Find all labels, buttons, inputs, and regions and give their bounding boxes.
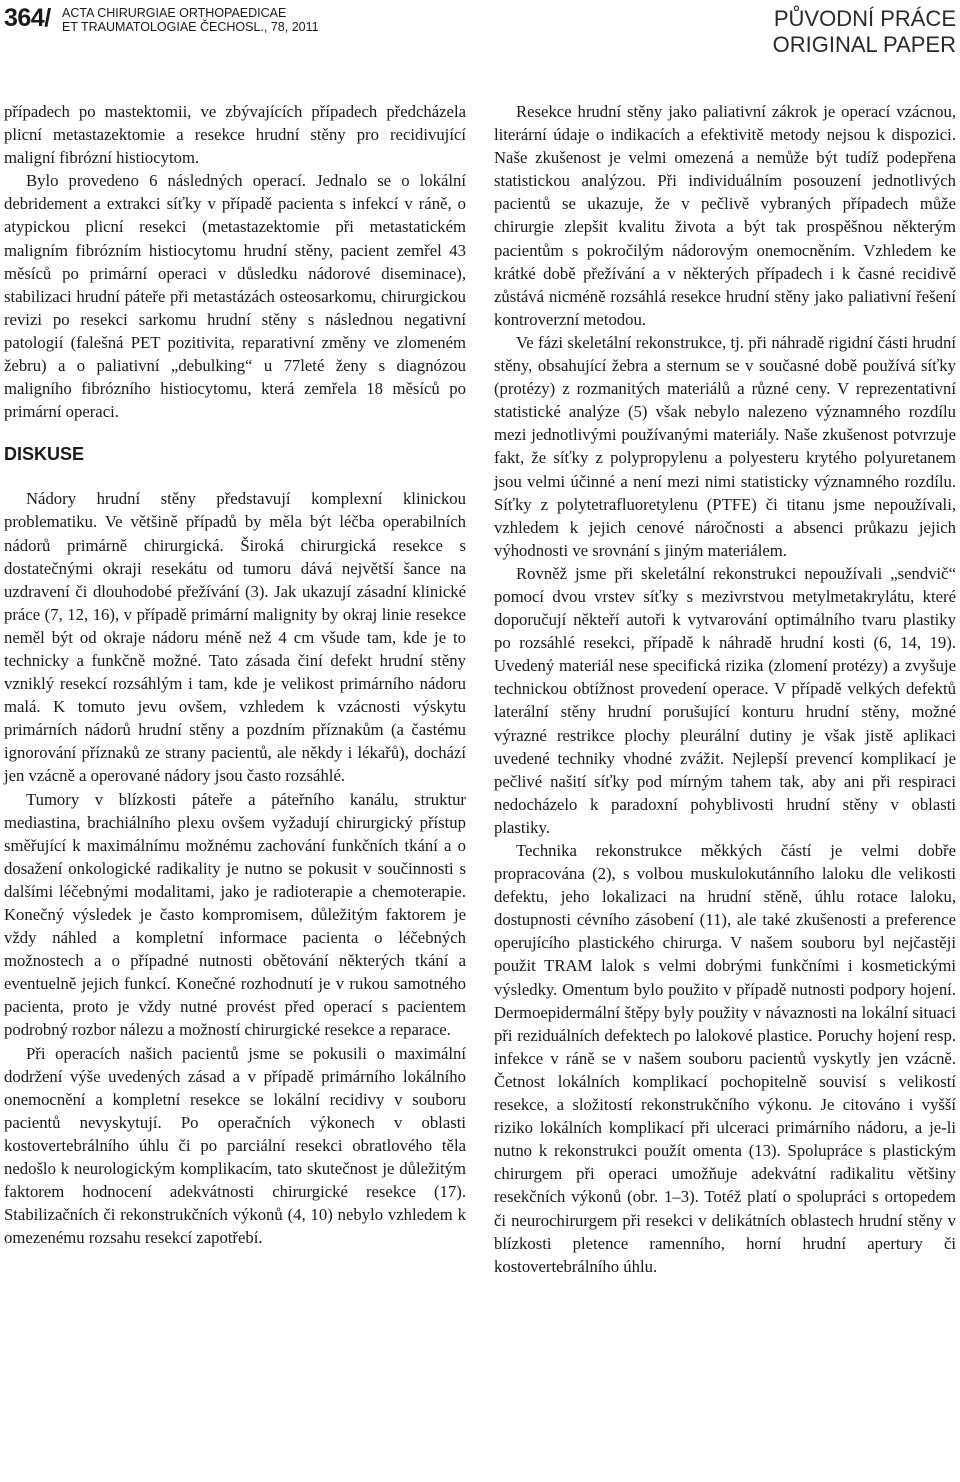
- right-column: [494, 100, 956, 1278]
- section-heading-diskuse: DISKUSE: [4, 444, 85, 465]
- journal-title: [62, 6, 319, 34]
- left-paragraph-5: Při operacích našich pacientů jsme se pokusili o maximální dodržení výše uvedených zásad a v případě primárního lokálního onemocnění a kompletní resekce se lokální recidivy v souboru pacientů nevyskytují. Po operačních výkonech v oblasti kostovertebrálního úhlu či po parciální resekci obratlového těla nedošlo k neurologickým komplikacím, tato skutečnost je důležitým faktorem hodnocení adekvátnosti chirurgické resekce (17). Stabilizačních či rekonstrukčních výkonů (4, 10) nebylo vzhledem k omezenému rozsahu resekcí zapotřebí.: [4, 1043, 466, 1248]
- article-type-english: ORIGINAL PAPER: [772, 32, 956, 57]
- journal-title-line-2: ET TRAUMATOLOGIAE ČECHOSL., 78, 2011: [62, 20, 319, 34]
- page-header: [0, 0, 960, 70]
- right-paragraph-4: Technika rekonstrukce měkkých částí je velmi dobře propracována (2), s volbou muskulokutánního laloku dle velikosti defektu, jeho lokalizaci na hrudní stěně, úhlu rotace laloku, dostupnosti cévního zásobení (11), ale také zkušenosti a preference operujícího plastického chirurga. V našem souboru byl nejčastěji použit TRAM lalok s velmi dobrými funkčními i kosmetickými výsledky. Omentum bylo použito v případě nutnosti podpory hojení. Dermoepidermální štěpy byly použity v návaznosti na lokální situaci při reziduálních defektech po lalokové plastice. Poruchy hojení resp. infekce v ráně se v našem souboru pacientů vyskytly jen vzácně. Četnost lokálních komplikací pochopitelně souvisí s velikostí resekce, a složitostí rekonstrukčního výkonu. Je citováno i vyšší riziko lokálních komplikací při ulceraci primárního nádoru, a je-li nutno k rekonstrukci použít omenta (13). Spolupráce s plastickým chirurgem při operaci umožňuje adekvátní radikalitu většiny resekčních výkonů (obr. 1–3). Totéž platí o spolupráci s ortopedem či neurochirurgem při resekci v delikátních oblastech hrudní stěny v blízkosti pletence ramenního, horní hrudní apertury či kostovertebrálního úhlu.: [494, 841, 956, 1276]
- right-paragraph-1: Resekce hrudní stěny jako paliativní zákrok je operací vzácnou, literární údaje o indikacích a efektivitě metody nejsou k dispozici. Naše zkušenost je velmi omezená a nemůže být tudíž podepřena statistickou analýzou. Při individuálním posouzení jednotlivých pacientů se ukazuje, že v pečlivě vybraných případech může chirurgie zlepšit kvalitu života a být tak prospěšnou některým pacientům s pokročilým nádorovým onemocněním. Vzhledem ke krátké době přežívání a v některých případech i k časné recidivě zůstává nicméně rozsáhlá resekce hrudní stěny jako paliativní řešení kontroverzní metodou.: [494, 102, 956, 329]
- page-number: 364/: [4, 4, 51, 32]
- left-paragraph-1: případech po mastektomii, ve zbývajících případech předcházela plicní metastazektomie a resekce hrudní stěny pro recidivující maligní fibrózní histiocytom.: [4, 102, 466, 168]
- left-paragraph-4: Tumory v blízkosti páteře a páteřního kanálu, struktur mediastina, brachiálního plexu ovšem vyžadují chirurgický přístup směřující k maximálnímu možnému zachování funkčních tkání a o dosažení onkologické radikality je nutno se pokusit v součinnosti s dalšími léčebnými modalitami, jako je radioterapie a chemoterapie. Konečný výsledek je často kompromisem, důležitým faktorem je vždy náhled a kompletní informace pacienta o léčebných možnostech a o případné nutnosti obětování některých tkání a eventuelně jejich funkcí. Konečné rozhodnutí je v rukou samotného pacienta, proto je vždy nutné provést před operací s pacientem podrobný rozbor nálezu a možností chirurgické resekce a reparace.: [4, 789, 466, 1040]
- journal-title-line-1: ACTA CHIRURGIAE ORTHOPAEDICAE: [62, 6, 287, 20]
- article-type-czech: PŮVODNÍ PRÁCE: [773, 6, 956, 31]
- left-paragraph-3: Nádory hrudní stěny představují komplexní klinickou problematiku. Ve většině případů by měla být léčba operabilních nádorů primárně chirurgická. Široká chirurgická resekce s dostatečnými okraji resekátu od tumoru dává největší šance na uzdravení či dlouhodobé přežívání (3). Jak ukazují zásadní klinické práce (7, 12, 16), v případě primární malignity by okraj linie resekce neměl být od okraje nádoru méně než 4 cm všude tam, kde je to technicky a funkčně možné. Tato zásada činí defekt hrudní stěny vzniklý resekcí rozsáhlým i tam, kde je velikost primárního nádoru malá. K tomuto jevu ovšem, vzhledem k vzácnosti výskytu primárních nádorů hrudní stěny a pozdním příznakům (a častému ignorování příznaků ze strany pacientů, ale někdy i lékařů), dochází jen vzácně a operované nádory jsou často rozsáhlé.: [4, 489, 466, 786]
- article-type: [773, 6, 956, 58]
- left-column: [4, 100, 466, 1249]
- right-paragraph-2: Ve fázi skeletální rekonstrukce, tj. při náhradě rigidní části hrudní stěny, obsahující žebra a sternum se v současné době používá síťky (protézy) z rozmanitých materiálů a různé ceny. V reprezentativní statistické analýze (5) však nebylo nalezeno významného rozdílu mezi jednotlivými používanými materiály. Naše zkušenost potvrzuje fakt, že síťky z polypropylenu a polyesteru krytého polyuretanem jsou velmi účinné a není mezi nimi statisticky významného rozdílu. Síťky z polytetrafluoretylenu (PTFE) či titanu jsme nepoužívali, vzhledem k jejich cenové náročnosti a absenci průkazu jejich výhodnosti ve srovnání s jiným materiálem.: [494, 332, 956, 560]
- left-paragraph-2: Bylo provedeno 6 následných operací. Jednalo se o lokální debridement a extrakci síťky v případě pacienta s infekcí v ráně, o atypickou plicní resekci (metastazektomie při metastatickém maligním fibrózním histiocytomu hrudní stěny, pacient zemřel 43 měsíců po primární operaci v důsledku nádorové diseminace), stabilizaci hrudní páteře při metastázách osteosarkomu, chirurgickou revizi po resekci sarkomu hrudní stěny s následnou negativní patologií (falešná PET pozitivita, reparativní změny ve zlomeném žebru) a o paliativní „debulking“ u 77leté ženy s diagnózou maligního fibrózního histiocytomu, která zemřela 18 měsíců po primární operaci.: [4, 171, 466, 422]
- right-paragraph-3: Rovněž jsme při skeletální rekonstrukci nepoužívali „sendvič“ pomocí dvou vrstev síťky s mezivrstvou metylmetakrylátu, které doporučují někteří autoři k vytvarování optimálního tvaru plastiky po rozsáhlé resekci, případě k náhradě hrudní kosti (6, 14, 19). Uvedený materiál nese specifická rizika (zlomení protézy) a zvyšuje technickou obtížnost provedení operace. V případě velkých defektů laterální stěny hrudní porušující konturu hrudní stěny, možné výrazné restrikce plochy pleurální dutiny je však jistě aplikaci uvedené techniky vhodné zvážit. Nejlepší prevencí komplikací je pečlivé našití síťky pod mírným tahem tak, aby ani při respiraci nedocházelo k paradoxní pohyblivosti hrudní stěny v oblasti plastiky.: [494, 563, 956, 837]
